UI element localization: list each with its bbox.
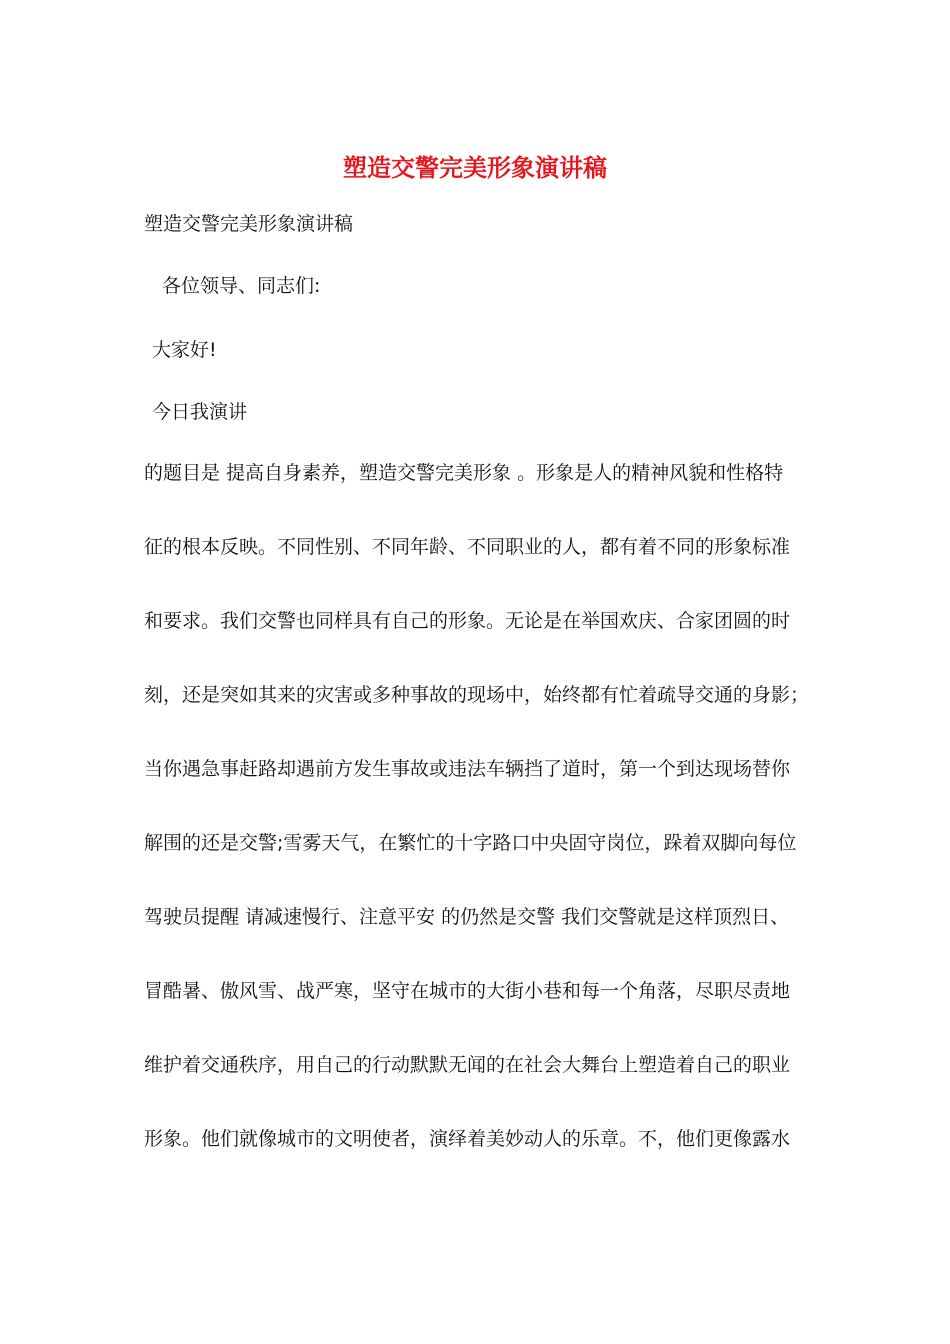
- document-subtitle: 塑造交警完美形象演讲稿: [144, 213, 354, 235]
- body-line: 的题目是 提高自身素养，塑造交警完美形象 。形象是人的精神风貌和性格特: [144, 462, 784, 484]
- greeting-line: 大家好!: [152, 339, 217, 361]
- body-line: 驾驶员提醒 请减速慢行、注意平安 的仍然是交警 我们交警就是这样顶烈日、: [144, 906, 790, 928]
- body-line: 和要求。我们交警也同样具有自己的形象。无论是在举国欢庆、合家团圆的时: [144, 610, 791, 632]
- greeting-line: 今日我演讲: [152, 401, 248, 423]
- body-line: 解围的还是交警;雪雾天气，在繁忙的十字路口中央固守岗位，跺着双脚向每位: [144, 832, 797, 854]
- greeting-line: 各位领导、同志们:: [162, 275, 321, 297]
- body-line: 冒酷暑、傲风雪、战严寒，坚守在城市的大街小巷和每一个角落，尽职尽责地: [144, 980, 791, 1002]
- body-line: 刻，还是突如其来的灾害或多种事故的现场中，始终都有忙着疏导交通的身影；: [144, 684, 810, 706]
- body-line: 征的根本反映。不同性别、不同年龄、不同职业的人，都有着不同的形象标准: [144, 536, 791, 558]
- body-line: 当你遇急事赶路却遇前方发生事故或违法车辆挡了道时，第一个到达现场替你: [144, 758, 791, 780]
- document-title: 塑造交警完美形象演讲稿: [343, 153, 607, 182]
- body-line: 维护着交通秩序，用自己的行动默默无闻的在社会大舞台上塑造着自己的职业: [144, 1054, 791, 1076]
- body-line: 形象。他们就像城市的文明使者，演绎着美妙动人的乐章。不，他们更像露水: [144, 1128, 791, 1150]
